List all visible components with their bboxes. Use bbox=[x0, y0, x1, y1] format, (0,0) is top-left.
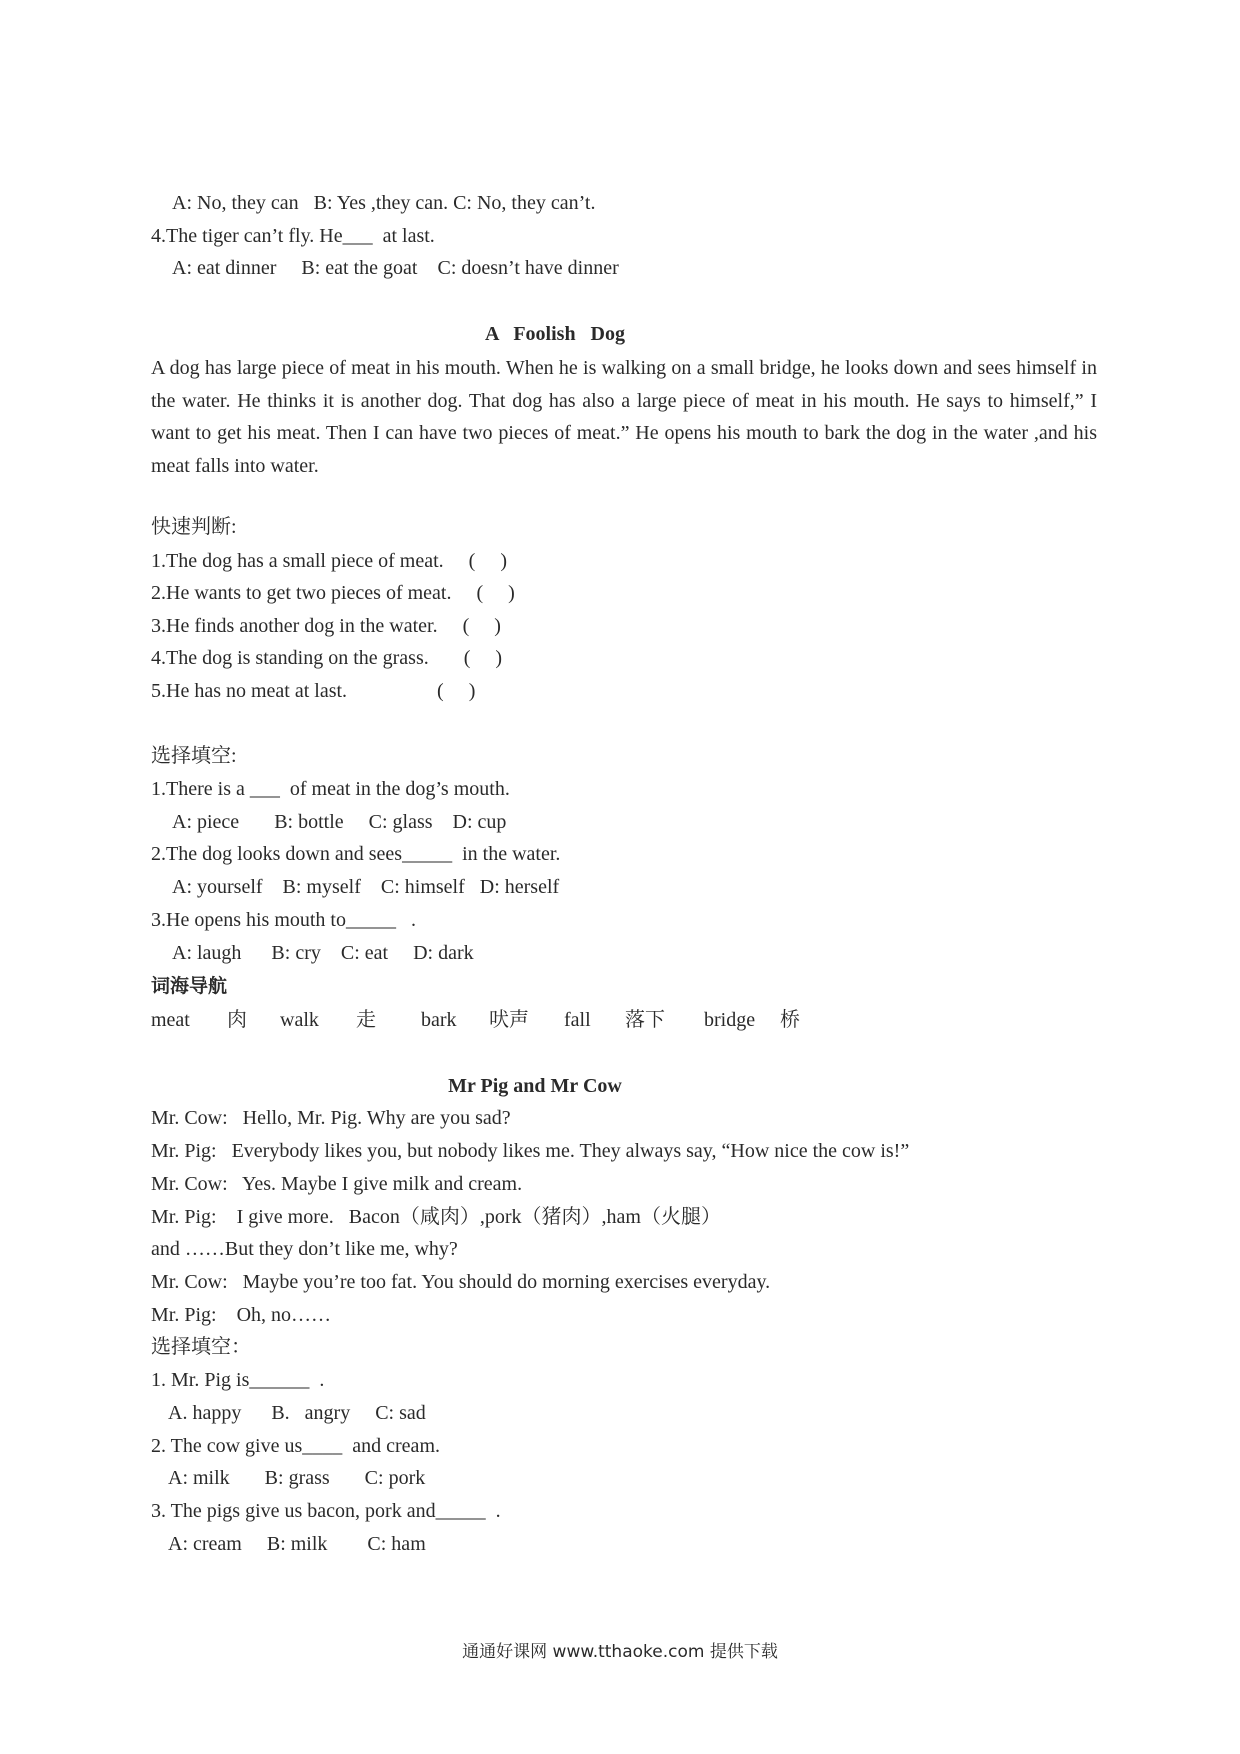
story2-title: Mr Pig and Mr Cow bbox=[448, 1075, 622, 1097]
dialogue-line-2: Mr. Pig: Everybody likes you, but nobody likes me. They always say, “How nice the cow is!” bbox=[151, 1140, 910, 1162]
dialogue-line-5: and ……But they don’t like me, why? bbox=[151, 1238, 458, 1260]
q4-stem: 4.The tiger can’t fly. He___ at last. bbox=[151, 225, 435, 247]
dialogue-line-4: Mr. Pig: I give more. Bacon（咸肉）,pork（猪肉）,ham（火腿） bbox=[151, 1206, 721, 1228]
vocab-meaning: 吠声 bbox=[489, 1009, 529, 1031]
q3-options: A: No, they can B: Yes ,they can. C: No, they can’t. bbox=[172, 192, 596, 214]
vocab-meaning: 肉 bbox=[227, 1009, 247, 1031]
judge-item-3: 3.He finds another dog in the water. ( ) bbox=[151, 615, 501, 637]
story2-q2: 2. The cow give us____ and cream. bbox=[151, 1435, 440, 1457]
story1-text: A dog has large piece of meat in his mouth. When he is walking on a small bridge, he looks down and sees himself in the water. He thinks it is another dog. That dog has also a large piece of meat in his mouth. He says to himself,” I want to get his meat. Then I can have two pieces of meat.” He opens his mouth to bark the dog in the water ,and his meat falls into water. bbox=[151, 357, 1097, 478]
story2-q1-options: A. happy B. angry C: sad bbox=[168, 1402, 426, 1424]
judge-item-1: 1.The dog has a small piece of meat. ( ) bbox=[151, 550, 507, 572]
story2-q2-options: A: milk B: grass C: pork bbox=[168, 1467, 426, 1489]
dialogue-line-1: Mr. Cow: Hello, Mr. Pig. Why are you sad? bbox=[151, 1107, 511, 1129]
choice-q3: 3.He opens his mouth to_____ . bbox=[151, 909, 416, 931]
choice-q2-options: A: yourself B: myself C: himself D: herself bbox=[172, 876, 560, 898]
q4-options: A: eat dinner B: eat the goat C: doesn’t have dinner bbox=[172, 257, 619, 279]
vocab-header: 词海导航 bbox=[151, 975, 228, 997]
dialogue-line-7: Mr. Pig: Oh, no…… bbox=[151, 1304, 332, 1326]
choice-header: 选择填空: bbox=[151, 745, 237, 767]
choice-q2: 2.The dog looks down and sees_____ in the water. bbox=[151, 843, 561, 865]
choice-q3-options: A: laugh B: cry C: eat D: dark bbox=[172, 942, 474, 964]
vocab-row bbox=[151, 1008, 951, 1034]
vocab-word: bark bbox=[421, 1009, 457, 1031]
dialogue-line-6: Mr. Cow: Maybe you’re too fat. You should do morning exercises everyday. bbox=[151, 1271, 771, 1293]
choice-q1: 1.There is a ___ of meat in the dog’s mouth. bbox=[151, 778, 510, 800]
judge-item-2: 2.He wants to get two pieces of meat. ( ) bbox=[151, 582, 515, 604]
judge-header: 快速判断: bbox=[151, 516, 237, 538]
vocab-word: bridge bbox=[704, 1009, 756, 1031]
story2-q1: 1. Mr. Pig is______ . bbox=[151, 1369, 325, 1391]
judge-item-5: 5.He has no meat at last. ( ) bbox=[151, 680, 476, 702]
choice-q1-options: A: piece B: bottle C: glass D: cup bbox=[172, 811, 507, 833]
vocab-meaning: 走 bbox=[356, 1009, 376, 1031]
vocab-word: meat bbox=[151, 1009, 190, 1031]
vocab-meaning: 桥 bbox=[780, 1009, 800, 1031]
vocab-meaning: 落下 bbox=[625, 1009, 665, 1031]
vocab-word: fall bbox=[564, 1009, 591, 1031]
dialogue-line-3: Mr. Cow: Yes. Maybe I give milk and cream. bbox=[151, 1173, 523, 1195]
story2-choice-header: 选择填空： bbox=[151, 1336, 251, 1358]
story2-q3: 3. The pigs give us bacon, pork and_____ . bbox=[151, 1500, 501, 1522]
vocab-word: walk bbox=[280, 1009, 319, 1031]
story2-q3-options: A: cream B: milk C: ham bbox=[168, 1533, 426, 1555]
page-footer: 通通好课网 www.tthaoke.com 提供下载 bbox=[462, 1642, 778, 1662]
judge-item-4: 4.The dog is standing on the grass. ( ) bbox=[151, 647, 503, 669]
story1-title: A Foolish Dog bbox=[484, 323, 626, 345]
